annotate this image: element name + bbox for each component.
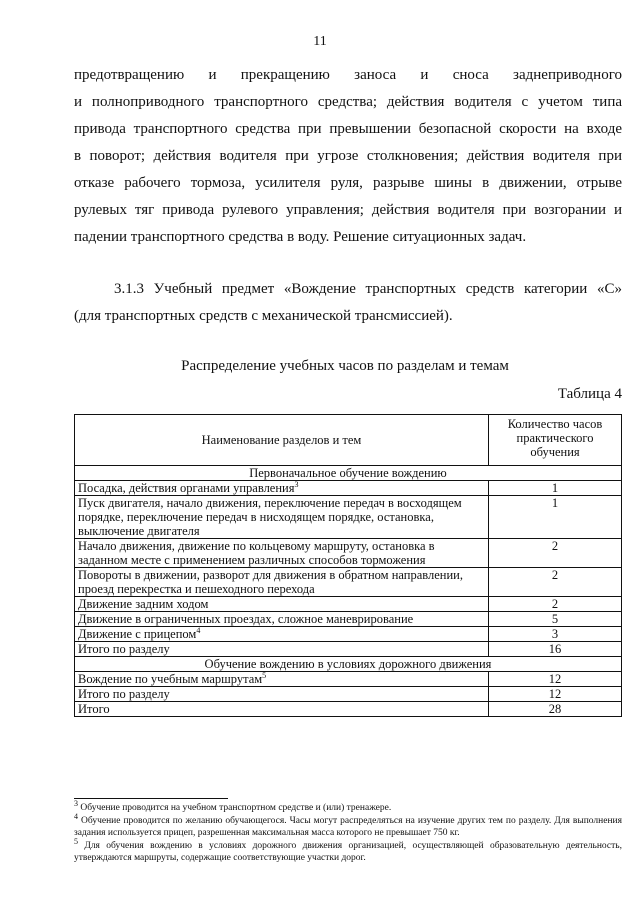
section-heading-paragraph — [74, 276, 622, 330]
topic-name: Посадка, действия органами управления$^3$ — [75, 481, 489, 496]
text-line: рулевых тяг привода рулевого управления; действия водителя при возгорании и — [74, 202, 622, 218]
text-line: падении транспортного средства в воду. Решение ситуационных задач. — [74, 229, 527, 245]
footnote-rule — [74, 798, 228, 799]
topic-name: Пуск двигателя, начало движения, переключение передач в восходящем порядке, переключение передач в нисходящем порядке, остановка, выключение двигателя — [75, 496, 489, 539]
footnote-text: Обучение проводится на учебном транспортном средстве и (или) тренажере. — [78, 803, 392, 813]
topic-name: Движение в ограниченных проездах, сложное маневрирование — [75, 612, 489, 627]
table-row — [75, 496, 622, 539]
table-section-row — [75, 466, 622, 481]
footnote-ref: 3 — [294, 479, 299, 489]
text-line: привода транспортного средства при превышении безопасной скорости на входе — [74, 121, 622, 137]
table-row — [75, 539, 622, 568]
topic-name: Повороты в движении, разворот для движения в обратном направлении, проезд перекрестка и пешеходного перехода — [75, 568, 489, 597]
text-line: (для транспортных средств с механической трансмиссией). — [74, 308, 453, 324]
topic-name: Вождение по учебным маршрутам$^5$ — [75, 672, 489, 687]
footnote-ref: 5 — [262, 670, 267, 680]
hours-value: 16 — [489, 642, 622, 657]
hours-value: 28 — [489, 702, 622, 717]
table-row — [75, 612, 622, 627]
footnote-ref: 4 — [196, 625, 201, 635]
text-line: отказе рабочего тормоза, усилителя руля, разрыве шины в движении, отрыве — [74, 175, 622, 191]
footnote-text: Для обучения вождению в условиях дорожного движения организацией, осуществляющей образовательную деятельность, утверждаются маршруты, содержащие соответствующие участки дорог. — [74, 841, 622, 863]
text-line: в поворот; действия водителя при угрозе столкновения; действия водителя при — [74, 148, 622, 164]
hours-value: 2 — [489, 597, 622, 612]
topic-name: Движение с прицепом$^4$ — [75, 627, 489, 642]
table-title: Распределение учебных часов по разделам и темам — [181, 358, 509, 374]
footnote-number: 4 — [74, 811, 78, 821]
body-paragraph-1 — [74, 62, 622, 251]
table-number: Таблица 4 — [557, 386, 622, 402]
topic-name: Начало движения, движение по кольцевому маршруту, остановка в заданном месте с применением различных способов торможения — [75, 539, 489, 568]
hours-value: 5 — [489, 612, 622, 627]
hours-value: 3 — [489, 627, 622, 642]
table-row — [75, 702, 622, 717]
table-row — [75, 597, 622, 612]
footnote-number: 5 — [74, 836, 78, 846]
header-qty: Количество часов практического обучения — [489, 415, 622, 466]
topic-name: Итого по разделу — [75, 642, 489, 657]
table-row — [75, 642, 622, 657]
footnote — [74, 798, 622, 814]
hours-value: 12 — [489, 672, 622, 687]
table-row — [75, 672, 622, 687]
header-name: Наименование разделов и тем — [75, 415, 489, 466]
text-line: 3.1.3 Учебный предмет «Вождение транспортных средств категории «С» — [114, 281, 622, 297]
hours-value: 2 — [489, 568, 622, 597]
page-number: 11 — [313, 34, 327, 49]
table-row — [75, 568, 622, 597]
footnote — [74, 811, 622, 839]
footnote — [74, 836, 622, 864]
footnotes — [74, 798, 622, 865]
section-title: Первоначальное обучение вождению — [75, 466, 622, 481]
hours-table — [74, 414, 622, 717]
hours-value: 2 — [489, 539, 622, 568]
footnote-number: 3 — [74, 798, 78, 808]
table-row — [75, 627, 622, 642]
table-header-row — [75, 415, 622, 466]
hours-value: 1 — [489, 496, 622, 539]
text-line: и полноприводного транспортного средства; действия водителя с учетом типа — [74, 94, 622, 110]
table-section-row — [75, 657, 622, 672]
table-row — [75, 481, 622, 496]
topic-name: Итого по разделу — [75, 687, 489, 702]
table-row — [75, 687, 622, 702]
hours-value: 12 — [489, 687, 622, 702]
topic-name: Движение задним ходом — [75, 597, 489, 612]
text-line: предотвращению и прекращению заноса и сноса заднеприводного — [74, 67, 622, 83]
hours-value: 1 — [489, 481, 622, 496]
section-title: Обучение вождению в условиях дорожного движения — [75, 657, 622, 672]
topic-name: Итого — [75, 702, 489, 717]
footnote-text: Обучение проводится по желанию обучающегося. Часы могут распределяться на изучение других тем по разделу. Для выполнения задания используется прицеп, разрешенная максимальная масса которого не превышает 750 кг. — [74, 816, 622, 838]
